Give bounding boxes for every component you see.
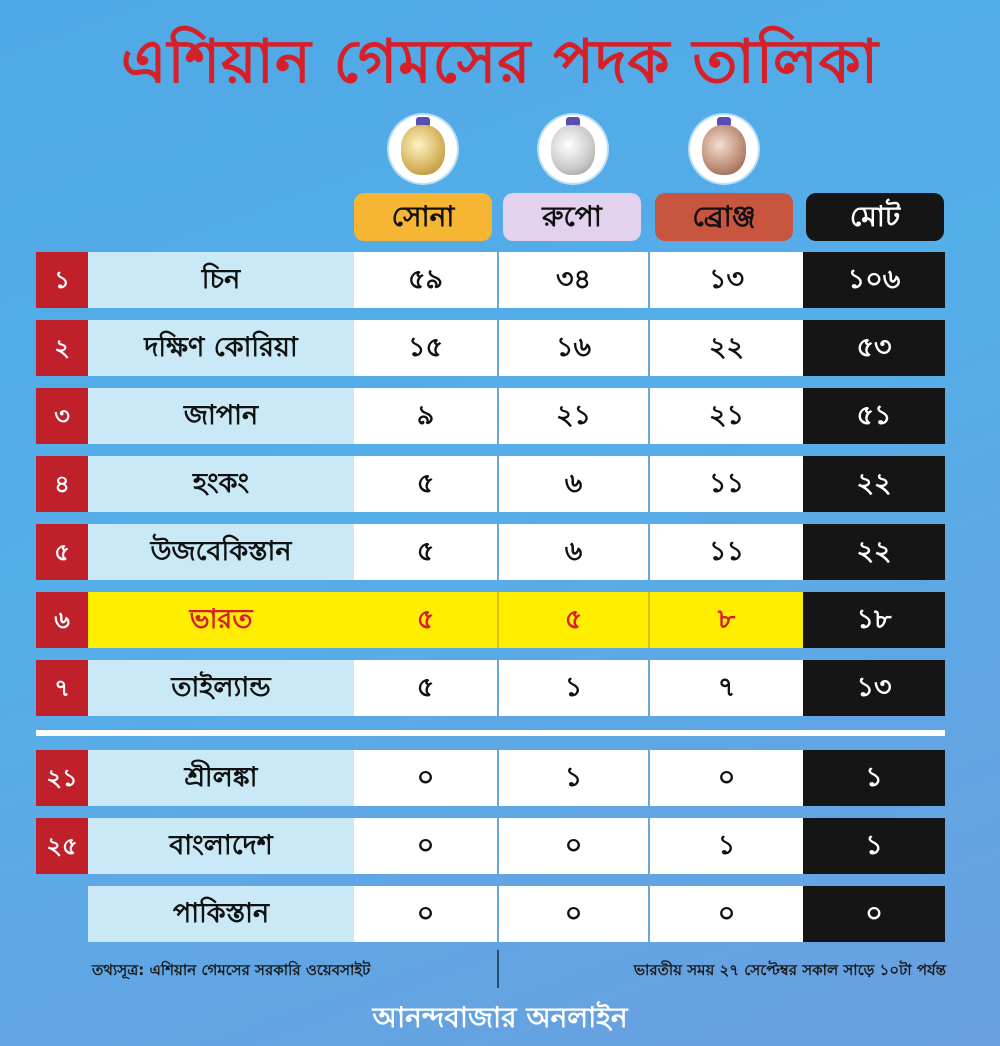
total-cell: ৫৩ xyxy=(803,320,945,376)
country-cell: উজবেকিস্তান xyxy=(88,524,354,580)
gold-cell: ৯ xyxy=(354,388,499,444)
country-cell: বাংলাদেশ xyxy=(88,818,354,874)
bronze-medal-icon xyxy=(690,115,758,183)
total-cell: ১ xyxy=(803,750,945,806)
rank-cell: ৬ xyxy=(36,592,88,648)
rank-cell: ৩ xyxy=(36,388,88,444)
silver-medal-icon xyxy=(539,115,607,183)
gold-cell: ৫ xyxy=(354,456,499,512)
silver-column-header: রুপো xyxy=(503,193,641,241)
rank-cell xyxy=(36,886,88,942)
total-cell: ১৮ xyxy=(803,592,945,648)
silver-cell: ৩৪ xyxy=(499,252,650,308)
total-cell: ৫১ xyxy=(803,388,945,444)
silver-cell: ২১ xyxy=(499,388,650,444)
gold-medal-icon xyxy=(389,115,457,183)
time-note: ভারতীয় সময় ২৭ সেপ্টেম্বর সকাল সাড়ে ১০টা পর্যন্ত xyxy=(633,961,946,979)
silver-cell: ১ xyxy=(499,750,650,806)
total-cell: ২২ xyxy=(803,456,945,512)
table-row xyxy=(36,524,945,580)
rank-cell: ৫ xyxy=(36,524,88,580)
country-cell: পাকিস্তান xyxy=(88,886,354,942)
rank-cell: ৪ xyxy=(36,456,88,512)
rank-cell: ৭ xyxy=(36,660,88,716)
total-cell: ১০৬ xyxy=(803,252,945,308)
rank-cell: ১ xyxy=(36,252,88,308)
silver-cell: ০ xyxy=(499,818,650,874)
silver-cell: ৬ xyxy=(499,524,650,580)
table-row xyxy=(36,886,945,942)
silver-cell: ০ xyxy=(499,886,650,942)
gold-cell: ৫ xyxy=(354,592,499,648)
country-cell: ভারত xyxy=(88,592,354,648)
table-row xyxy=(36,818,945,874)
bronze-cell: ০ xyxy=(650,750,803,806)
footer-divider xyxy=(497,950,499,988)
total-cell: ১ xyxy=(803,818,945,874)
silver-cell: ৬ xyxy=(499,456,650,512)
gold-cell: ৫৯ xyxy=(354,252,499,308)
bronze-cell: ১১ xyxy=(650,456,803,512)
silver-cell: ৫ xyxy=(499,592,650,648)
bronze-cell: ০ xyxy=(650,886,803,942)
total-cell: ২২ xyxy=(803,524,945,580)
total-column-header: মোট xyxy=(806,193,944,241)
bronze-cell: ১ xyxy=(650,818,803,874)
country-cell: হংকং xyxy=(88,456,354,512)
table-row xyxy=(36,750,945,806)
bronze-cell: ১৩ xyxy=(650,252,803,308)
table-row-highlighted xyxy=(36,592,945,648)
rank-cell: ২৫ xyxy=(36,818,88,874)
gold-cell: ১৫ xyxy=(354,320,499,376)
country-cell: চিন xyxy=(88,252,354,308)
gold-cell: ৫ xyxy=(354,660,499,716)
page-title: এশিয়ান গেমসের পদক তালিকা xyxy=(120,27,880,97)
total-cell: ১৩ xyxy=(803,660,945,716)
silver-cell: ১ xyxy=(499,660,650,716)
bronze-cell: ২১ xyxy=(650,388,803,444)
gold-column-header: সোনা xyxy=(354,193,492,241)
rank-cell: ২১ xyxy=(36,750,88,806)
country-cell: তাইল্যান্ড xyxy=(88,660,354,716)
country-cell: জাপান xyxy=(88,388,354,444)
country-cell: শ্রীলঙ্কা xyxy=(88,750,354,806)
bronze-cell: ৭ xyxy=(650,660,803,716)
country-cell: দক্ষিণ কোরিয়া xyxy=(88,320,354,376)
gold-cell: ৫ xyxy=(354,524,499,580)
rank-cell: ২ xyxy=(36,320,88,376)
brand-logo-text: আনন্দবাজার অনলাইন xyxy=(372,1001,628,1034)
bronze-cell: ১১ xyxy=(650,524,803,580)
gold-cell: ০ xyxy=(354,750,499,806)
silver-cell: ১৬ xyxy=(499,320,650,376)
bronze-cell: ২২ xyxy=(650,320,803,376)
table-row xyxy=(36,320,945,376)
table-row xyxy=(36,388,945,444)
bronze-cell: ৮ xyxy=(650,592,803,648)
table-row xyxy=(36,660,945,716)
gold-cell: ০ xyxy=(354,818,499,874)
total-cell: ০ xyxy=(803,886,945,942)
bronze-column-header: ব্রোঞ্জ xyxy=(655,193,793,241)
table-row xyxy=(36,456,945,512)
table-row xyxy=(36,252,945,308)
section-divider xyxy=(36,730,945,736)
source-note: তথ্যসূত্র: এশিয়ান গেমসের সরকারি ওয়েবসাইট xyxy=(92,961,371,979)
gold-cell: ০ xyxy=(354,886,499,942)
